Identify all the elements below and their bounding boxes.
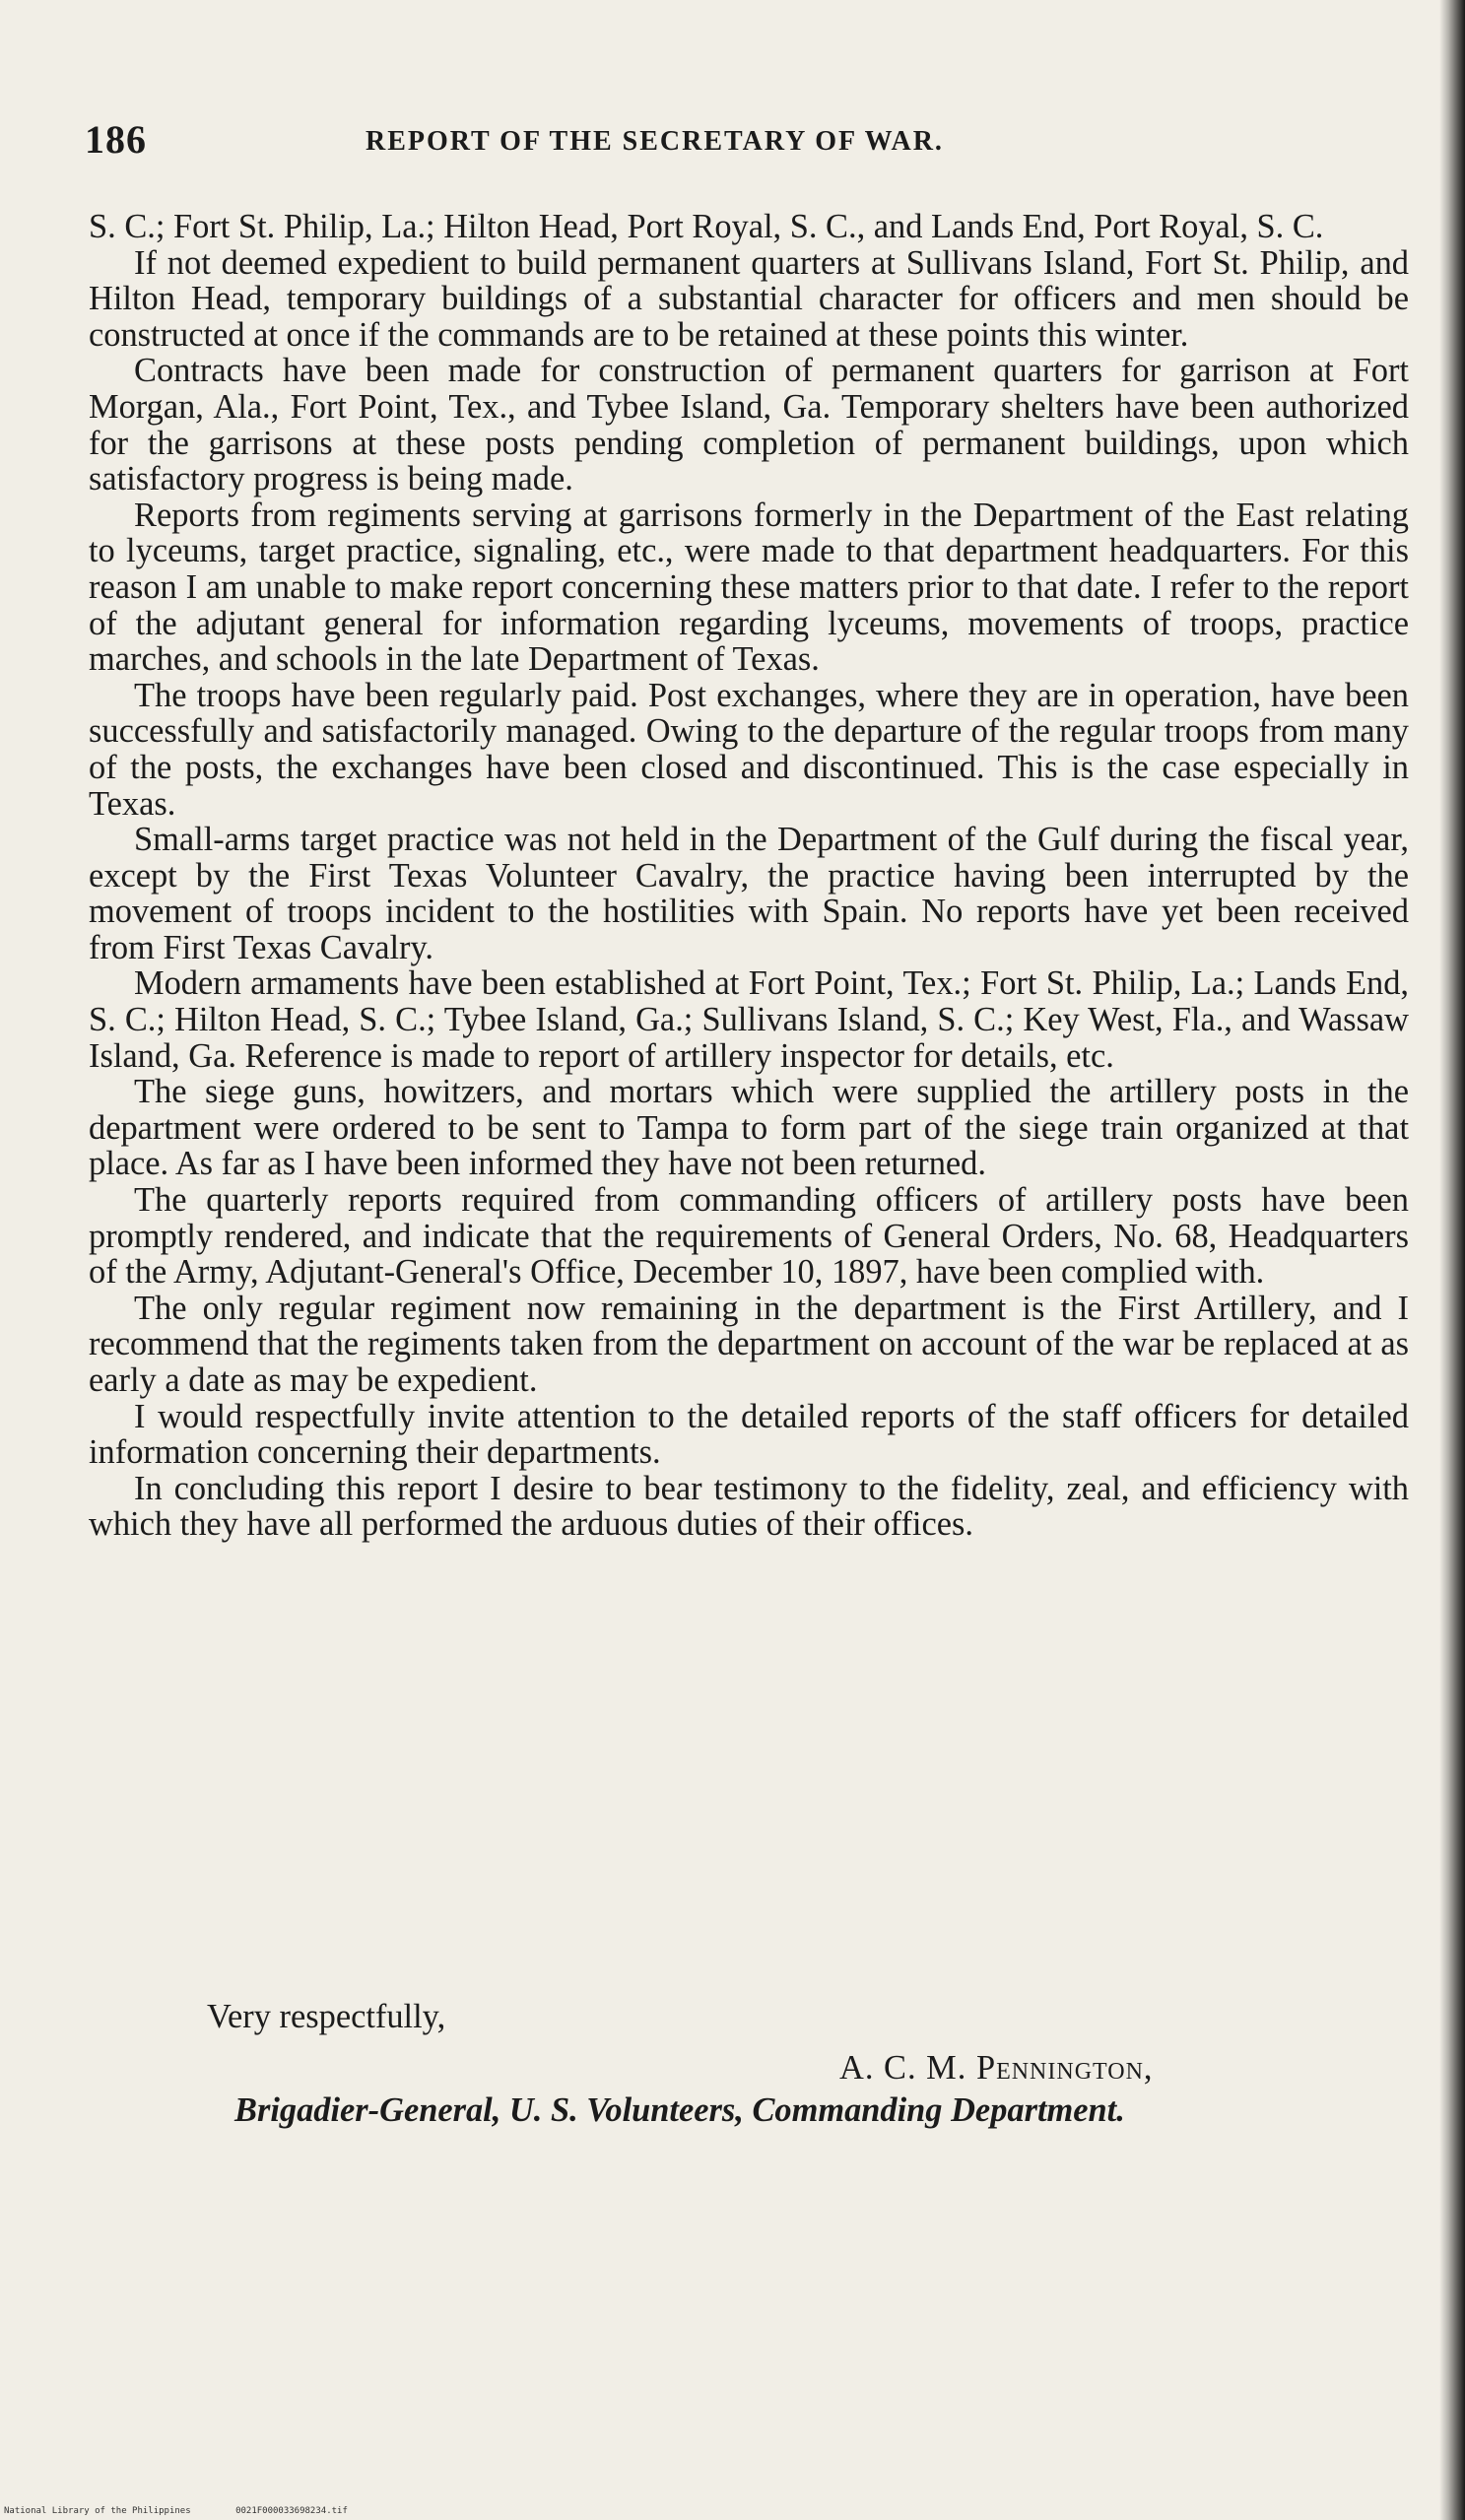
footer-file: 0021F000033698234.tif: [235, 2506, 348, 2516]
signature-title: Brigadier-General, U. S. Volunteers, Commanding Department.: [234, 2091, 1125, 2129]
scan-footer: [4, 2506, 387, 2516]
signature-name: A. C. M. Pennington,: [839, 2049, 1154, 2087]
closing-salutation: Very respectfully,: [207, 1998, 446, 2035]
paragraph: The quarterly reports required from commanding officers of artillery posts have been promptly rendered, and indicate that the requirements of General Orders, No. 68, Headquarters of the Army, Adjutant-General's Office, December 10, 1897, have been complied with.: [89, 1181, 1409, 1292]
running-head: REPORT OF THE SECRETARY OF WAR.: [366, 126, 944, 157]
paragraph: Contracts have been made for construction of permanent quarters for garrison at Fort Morgan, Ala., Fort Point, Tex., and Tybee Island, Ga. Temporary shelters have been authorized for the garrisons at these posts pending completion of permanent buildings, upon which satisfactory progress is being made.: [89, 352, 1409, 498]
binding-shadow: [1439, 0, 1465, 2520]
paragraph: The siege guns, howitzers, and mortars which were supplied the artillery posts in the department were ordered to be sent to Tampa to form part of the siege train organized at that place. As far as I have been informed they have not been returned.: [89, 1073, 1409, 1183]
paragraph: If not deemed expedient to build permanent quarters at Sullivans Island, Fort St. Philip, and Hilton Head, temporary buildings of a substantial character for officers and men should be constructed at once if the commands are to be retained at these points this winter.: [89, 243, 1409, 354]
paragraph: Modern armaments have been established at Fort Point, Tex.; Fort St. Philip, La.; Lands End, S. C.; Hilton Head, S. C.; Tybee Island, Ga.; Sullivans Island, S. C.; Key West, Fla., and Wassaw Island, Ga. Reference is made to report of artillery inspector for details, etc.: [89, 964, 1409, 1075]
page-number: 186: [85, 117, 147, 162]
paragraph: In concluding this report I desire to bear testimony to the fidelity, zeal, and efficiency with which they have all performed the arduous duties of their offices.: [89, 1469, 1409, 1544]
paragraph: S. C.; Fort St. Philip, La.; Hilton Head, Port Royal, S. C., and Lands End, Port Royal, S. C.: [89, 208, 1324, 245]
paragraph: Reports from regiments serving at garrisons formerly in the Department of the East relating to lyceums, target practice, signaling, etc., were made to that department headquarters. For this reason I am unable to make report concerning these matters prior to that date. I refer to the report of the adjutant general for information regarding lyceums, movements of troops, practice marches, and schools in the late Department of Texas.: [89, 496, 1409, 679]
paragraph: The troops have been regularly paid. Post exchanges, where they are in operation, have been successfully and satisfactorily managed. Owing to the departure of the regular troops from many of the posts, the exchanges have been closed and discontinued. This is the case especially in Texas.: [89, 676, 1409, 823]
paragraph: I would respectfully invite attention to the detailed reports of the staff officers for detailed information concerning their departments.: [89, 1397, 1409, 1472]
paragraph: The only regular regiment now remaining in the department is the First Artillery, and I recommend that the regiments taken from the department on account of the war be replaced at as early a date as may be expedient.: [89, 1289, 1409, 1399]
footer-library: National Library of the Philippines: [4, 2506, 191, 2516]
body-text: [89, 209, 1409, 1543]
page-header: [85, 116, 1365, 175]
paragraph: Small-arms target practice was not held in the Department of the Gulf during the fiscal year, except by the First Texas Volunteer Cavalry, the practice having been interrupted by the movement of troops incident to the hostilities with Spain. No reports have yet been received from First Texas Cavalry.: [89, 821, 1409, 966]
